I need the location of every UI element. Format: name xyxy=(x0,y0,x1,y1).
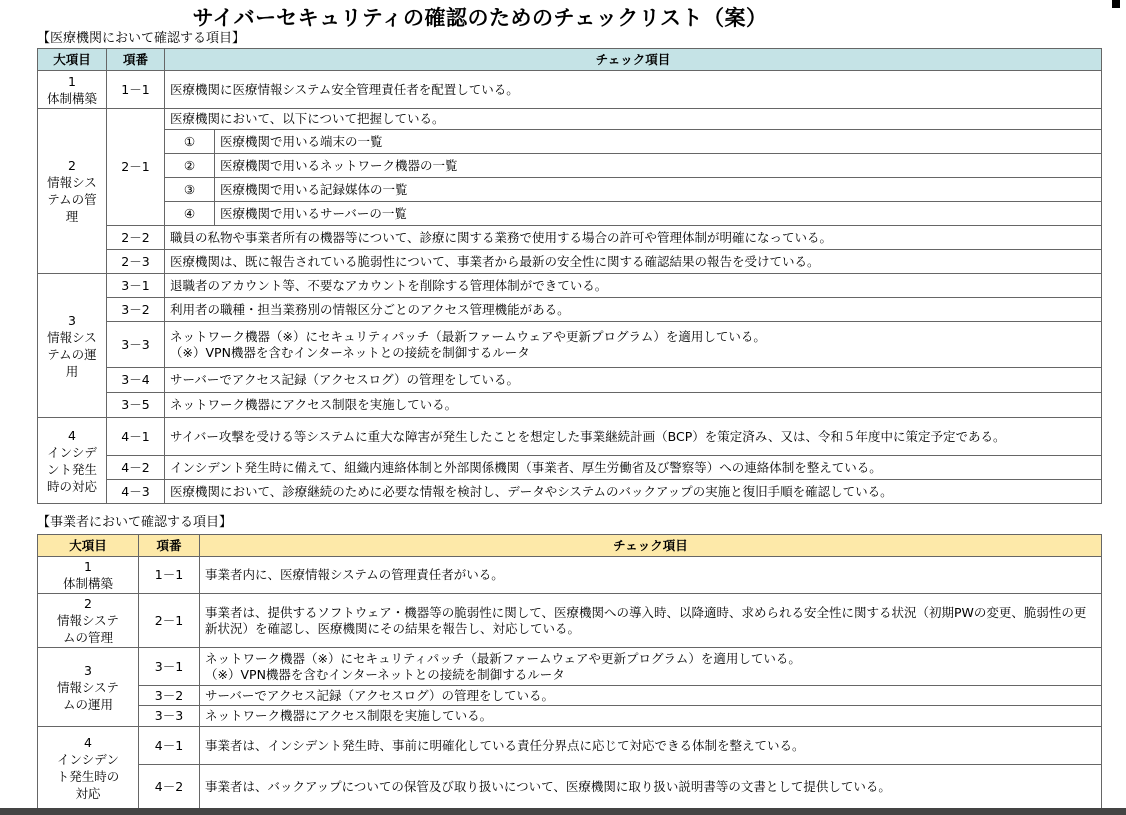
table-row xyxy=(38,557,1102,594)
category-cell: 2 情報シス テムの管 理 xyxy=(38,109,107,274)
item-number: 3－3 xyxy=(139,706,200,727)
table-header-row xyxy=(38,49,1102,71)
sub-item-text: 医療機関で用いる端末の一覧 xyxy=(215,130,1102,154)
check-item-text: 事業者は、バックアップについての保管及び取り扱いについて、医療機関に取り扱い説明書等の文書として提供している。 xyxy=(200,765,1102,809)
sub-row xyxy=(38,154,1102,178)
header-number: 項番 xyxy=(107,49,165,71)
table-row xyxy=(38,71,1102,109)
page-title: サイバーセキュリティの確認のためのチェックリスト（案） xyxy=(192,6,768,30)
sub-item-text: 医療機関で用いるサーバーの一覧 xyxy=(215,202,1102,226)
medical-checklist-table xyxy=(37,48,1102,504)
table-header-row xyxy=(38,535,1102,557)
check-item-text: 利用者の職種・担当業務別の情報区分ごとのアクセス管理機能がある。 xyxy=(165,298,1102,322)
table-row xyxy=(38,480,1102,504)
table-row xyxy=(38,418,1102,456)
check-item-text: ネットワーク機器（※）にセキュリティパッチ（最新ファームウェアや更新プログラム）を適用している。 （※）VPN機器を含むインターネットとの接続を制御するルータ xyxy=(165,322,1102,368)
item-number: 2－1 xyxy=(139,594,200,648)
vendor-checklist-table xyxy=(37,534,1102,809)
table-row xyxy=(38,250,1102,274)
sub-item-mark: ④ xyxy=(165,202,215,226)
table-row xyxy=(38,594,1102,648)
category-cell: 1 体制構築 xyxy=(38,557,139,594)
sub-item-text: 医療機関で用いるネットワーク機器の一覧 xyxy=(215,154,1102,178)
check-item-text: 事業者は、インシデント発生時、事前に明確化している責任分界点に応じて対応できる体制を整えている。 xyxy=(200,727,1102,765)
bottom-border xyxy=(0,808,1126,815)
check-item-text: サイバー攻撃を受ける等システムに重大な障害が発生したことを想定した事業継続計画（BCP）を策定済み、又は、令和５年度中に策定予定である。 xyxy=(165,418,1102,456)
check-item-text: 医療機関は、既に報告されている脆弱性について、事業者から最新の安全性に関する確認結果の報告を受けている。 xyxy=(165,250,1102,274)
check-item-text: 職員の私物や事業者所有の機器等について、診療に関する業務で使用する場合の許可や管理体制が明確になっている。 xyxy=(165,226,1102,250)
item-number: 1－1 xyxy=(139,557,200,594)
item-number: 3－5 xyxy=(107,393,165,418)
sub-item-mark: ③ xyxy=(165,178,215,202)
check-item-text: 退職者のアカウント等、不要なアカウントを削除する管理体制ができている。 xyxy=(165,274,1102,298)
check-item-text: 医療機関に医療情報システム安全管理責任者を配置している。 xyxy=(165,71,1102,109)
category-cell: 2 情報システ ムの管理 xyxy=(38,594,139,648)
table-row xyxy=(38,393,1102,418)
category-cell: 4 インシデ ント発生 時の対応 xyxy=(38,418,107,504)
section-label-medical: 【医療機関において確認する項目】 xyxy=(37,31,246,46)
header-category: 大項目 xyxy=(38,49,107,71)
header-number: 項番 xyxy=(139,535,200,557)
check-item-text: ネットワーク機器（※）にセキュリティパッチ（最新ファームウェアや更新プログラム）を適用している。 （※）VPN機器を含むインターネットとの接続を制御するルータ xyxy=(200,648,1102,686)
item-number: 3－2 xyxy=(107,298,165,322)
header-item: チェック項目 xyxy=(165,49,1102,71)
table-row xyxy=(38,765,1102,809)
corner-marker xyxy=(1112,0,1120,8)
item-number: 3－1 xyxy=(107,274,165,298)
item-number: 3－2 xyxy=(139,686,200,706)
sub-item-text: 医療機関で用いる記録媒体の一覧 xyxy=(215,178,1102,202)
table-row xyxy=(38,298,1102,322)
item-number: 3－3 xyxy=(107,322,165,368)
category-cell: 4 インシデン ト発生時の 対応 xyxy=(38,727,139,809)
table-row xyxy=(38,368,1102,393)
item-number: 4－3 xyxy=(107,480,165,504)
check-item-text: インシデント発生時に備えて、組織内連絡体制と外部関係機関（事業者、厚生労働省及び警察等）への連絡体制を整えている。 xyxy=(165,456,1102,480)
sub-item-mark: ① xyxy=(165,130,215,154)
table-row xyxy=(38,456,1102,480)
sub-row xyxy=(38,202,1102,226)
check-item-text: 事業者内に、医療情報システムの管理責任者がいる。 xyxy=(200,557,1102,594)
item-number: 3－1 xyxy=(139,648,200,686)
section-label-vendor: 【事業者において確認する項目】 xyxy=(37,515,233,530)
header-category: 大項目 xyxy=(38,535,139,557)
check-item-text: サーバーでアクセス記録（アクセスログ）の管理をしている。 xyxy=(165,368,1102,393)
table-row xyxy=(38,274,1102,298)
table-row xyxy=(38,706,1102,727)
item-number: 4－2 xyxy=(139,765,200,809)
category-cell: 3 情報シス テムの運 用 xyxy=(38,274,107,418)
item-number: 4－1 xyxy=(107,418,165,456)
item-number: 4－1 xyxy=(139,727,200,765)
category-cell: 3 情報システ ムの運用 xyxy=(38,648,139,727)
sub-row xyxy=(38,178,1102,202)
item-number: 4－2 xyxy=(107,456,165,480)
check-item-text: サーバーでアクセス記録（アクセスログ）の管理をしている。 xyxy=(200,686,1102,706)
table-row xyxy=(38,648,1102,686)
check-item-text: 医療機関において、診療継続のために必要な情報を検討し、データやシステムのバックアップの実施と復旧手順を確認している。 xyxy=(165,480,1102,504)
table-row xyxy=(38,226,1102,250)
item-number: 1－1 xyxy=(107,71,165,109)
sub-row xyxy=(38,130,1102,154)
item-number: 2－3 xyxy=(107,250,165,274)
table-row xyxy=(38,322,1102,368)
check-item-text: 事業者は、提供するソフトウェア・機器等の脆弱性に関して、医療機関への導入時、以降適時、求められる安全性に関する状況（初期PWの変更、脆弱性の更新状況）を確認し、医療機関にその結果を報告し、対応している。 xyxy=(200,594,1102,648)
item-number: 2－1 xyxy=(107,109,165,226)
table-row xyxy=(38,109,1102,130)
table-row xyxy=(38,686,1102,706)
sub-item-mark: ② xyxy=(165,154,215,178)
item-number: 3－4 xyxy=(107,368,165,393)
header-item: チェック項目 xyxy=(200,535,1102,557)
check-item-text: ネットワーク機器にアクセス制限を実施している。 xyxy=(200,706,1102,727)
table-row xyxy=(38,727,1102,765)
check-item-text: ネットワーク機器にアクセス制限を実施している。 xyxy=(165,393,1102,418)
check-item-text: 医療機関において、以下について把握している。 xyxy=(165,109,1102,130)
item-number: 2－2 xyxy=(107,226,165,250)
category-cell: 1 体制構築 xyxy=(38,71,107,109)
